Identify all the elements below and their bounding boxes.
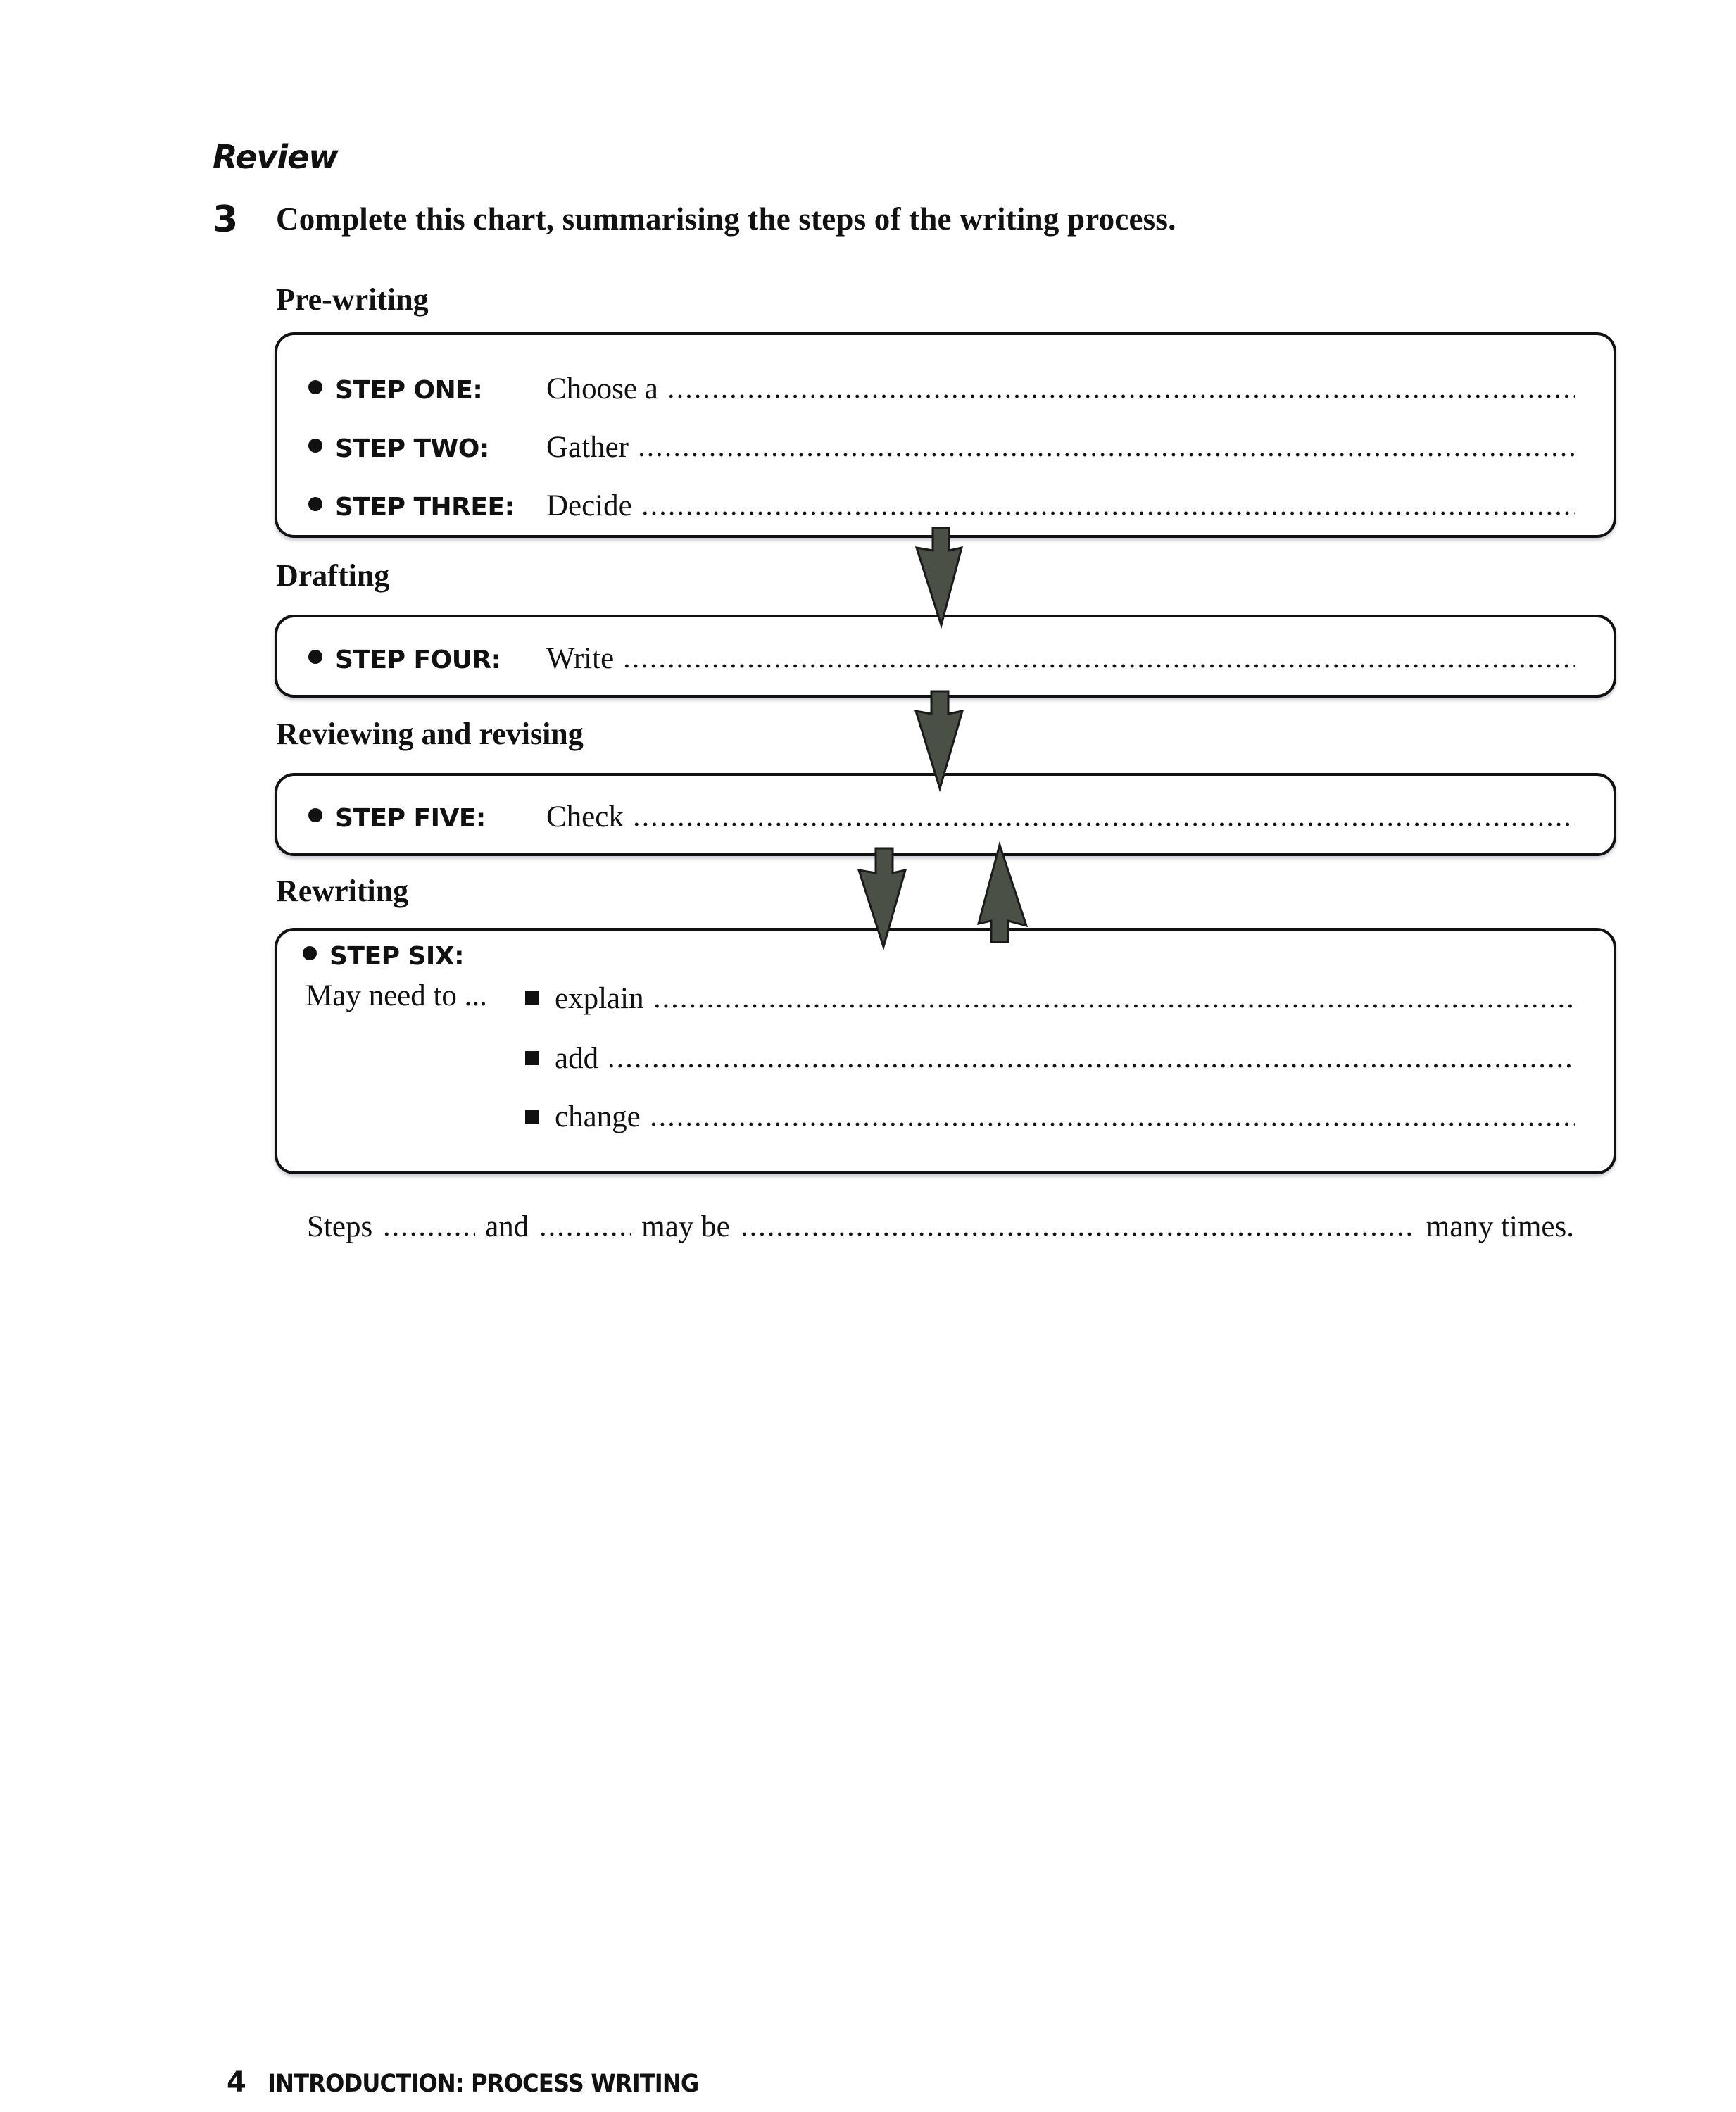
step-row — [308, 641, 1575, 677]
step-row — [308, 489, 1575, 524]
stage-box-drafting — [275, 615, 1616, 698]
step-row — [308, 430, 1575, 465]
step-prompt: Check — [546, 800, 624, 834]
stage-title-rewriting: Rewriting — [276, 874, 409, 908]
sub-item-label: add — [555, 1042, 599, 1075]
summary-text: many times. — [1426, 1210, 1574, 1243]
step-prompt: Gather — [546, 431, 629, 464]
step-row — [303, 942, 1575, 977]
square-bullet-icon — [525, 991, 539, 1005]
step-prompt: Decide — [546, 489, 632, 522]
page-number: 4 — [227, 2066, 246, 2099]
stage-title-reviewing: Reviewing and revising — [276, 717, 584, 751]
step-label: STEP FOUR: — [335, 646, 501, 674]
answer-blank[interactable] — [740, 1232, 1416, 1236]
step-label: STEP SIX: — [329, 942, 464, 971]
sub-item-row — [525, 1100, 1575, 1135]
arrow-down-icon — [917, 528, 962, 625]
sub-item-label: explain — [555, 982, 644, 1015]
question-number: 3 — [213, 199, 239, 241]
step-row — [308, 372, 1575, 407]
answer-blank[interactable] — [649, 1122, 1575, 1126]
stage-title-drafting: Drafting — [276, 558, 390, 593]
summary-sentence — [307, 1209, 1574, 1244]
bullet-dot-icon — [303, 946, 317, 960]
rewriting-intro: May need to ... — [306, 979, 487, 1012]
stage-box-rewriting — [275, 928, 1616, 1174]
bullet-dot-icon — [308, 497, 322, 511]
square-bullet-icon — [525, 1110, 539, 1124]
sub-item-label: change — [555, 1100, 641, 1133]
step-label: STEP THREE: — [335, 493, 515, 522]
step-label: STEP ONE: — [335, 376, 483, 405]
answer-blank[interactable] — [641, 511, 1575, 515]
running-title: INTRODUCTION: PROCESS WRITING — [268, 2070, 699, 2098]
summary-text: may be — [641, 1210, 730, 1243]
answer-blank[interactable] — [539, 1232, 631, 1236]
answer-blank[interactable] — [607, 1064, 1575, 1068]
answer-blank[interactable] — [622, 664, 1575, 668]
sub-item-row — [525, 1041, 1575, 1076]
answer-blank[interactable] — [382, 1232, 475, 1236]
sub-item-row — [525, 981, 1575, 1017]
review-heading: Review — [213, 138, 338, 176]
bullet-dot-icon — [308, 650, 322, 664]
square-bullet-icon — [525, 1051, 539, 1065]
summary-text: and — [485, 1210, 529, 1243]
step-label: STEP TWO: — [335, 434, 489, 463]
answer-blank[interactable] — [632, 822, 1575, 826]
answer-blank[interactable] — [653, 1004, 1575, 1008]
question-instruction: Complete this chart, summarising the steps of the writing process. — [276, 201, 1176, 237]
step-label: STEP FIVE: — [335, 804, 486, 833]
stage-box-pre-writing — [275, 332, 1616, 538]
step-prompt: Write — [546, 642, 615, 675]
step-prompt: Choose a — [546, 372, 658, 406]
bullet-dot-icon — [308, 808, 322, 822]
stage-box-reviewing — [275, 773, 1616, 856]
bullet-dot-icon — [308, 439, 322, 453]
answer-blank[interactable] — [637, 453, 1575, 457]
stage-title-pre-writing: Pre-writing — [276, 282, 429, 317]
answer-blank[interactable] — [667, 394, 1575, 398]
summary-text: Steps — [307, 1210, 373, 1243]
bullet-dot-icon — [308, 380, 322, 394]
step-row — [308, 800, 1575, 835]
